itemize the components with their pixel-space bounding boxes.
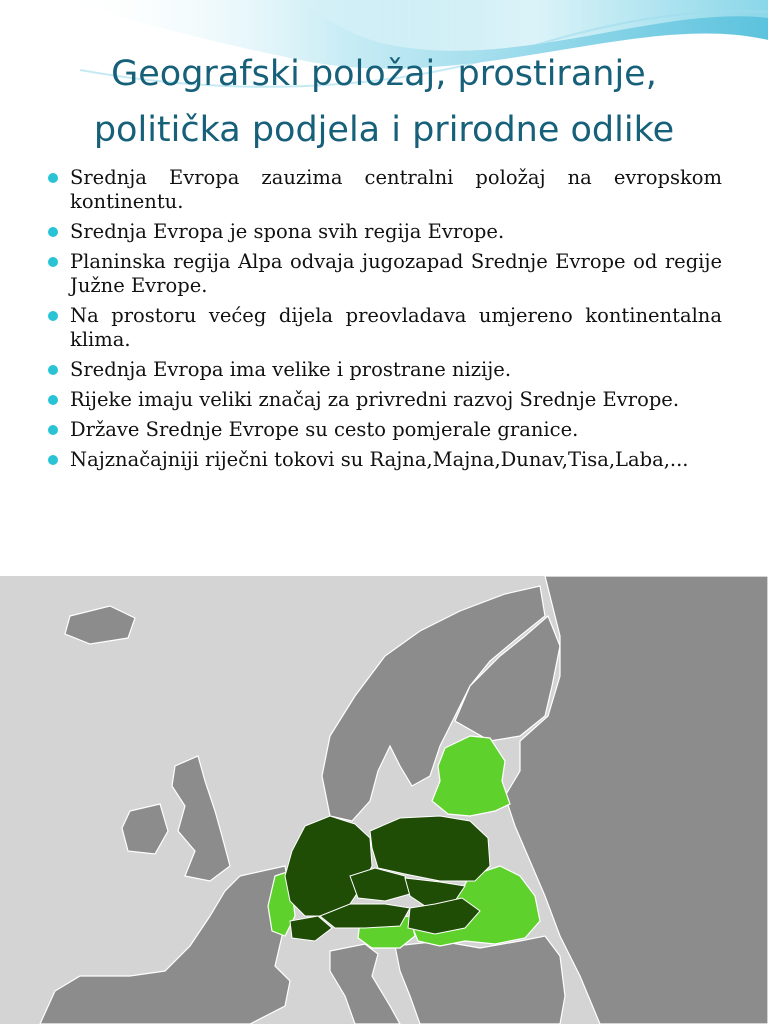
bullet-item	[48, 166, 722, 214]
bullet-text: Srednja Evropa je spona svih regija Evrope.	[70, 220, 505, 243]
bullet-text: Države Srednje Evrope su cesto pomjerale granice.	[70, 418, 579, 441]
bullet-item	[48, 388, 722, 412]
title-line-2: politička podjela i prirodne odlike	[93, 110, 675, 150]
bullet-text: Najznačajniji riječni tokovi su Rajna,Majna,Dunav,Tisa,Laba,...	[70, 448, 689, 471]
bullet-dot-icon	[48, 425, 58, 435]
bullet-dot-icon	[48, 395, 58, 405]
bullet-text: Srednja Evropa zauzima centralni položaj na evropskom kontinentu.	[70, 166, 722, 213]
europe-map	[0, 576, 768, 1024]
bullet-item	[48, 304, 722, 352]
map-land-balkans	[395, 936, 565, 1024]
bullet-dot-icon	[48, 173, 58, 183]
bullet-item	[48, 250, 722, 298]
bullet-text: Srednja Evropa ima velike i prostrane nizije.	[70, 358, 512, 381]
bullet-dot-icon	[48, 257, 58, 267]
bullet-dot-icon	[48, 227, 58, 237]
slide-title	[0, 46, 768, 158]
bullet-text: Planinska regija Alpa odvaja jugozapad Srednje Evrope od regije Južne Evrope.	[70, 250, 722, 297]
bullet-list	[48, 166, 722, 478]
bullet-dot-icon	[48, 455, 58, 465]
bullet-dot-icon	[48, 365, 58, 375]
bullet-item	[48, 418, 722, 442]
bullet-text: Na prostoru većeg dijela preovladava umjereno kontinentalna klima.	[70, 304, 722, 351]
bullet-item	[48, 220, 722, 244]
bullet-item	[48, 448, 722, 472]
bullet-item	[48, 358, 722, 382]
title-line-1: Geografski položaj, prostiranje,	[111, 54, 657, 94]
bullet-dot-icon	[48, 311, 58, 321]
bullet-text: Rijeke imaju veliki značaj za privredni razvoj Srednje Evrope.	[70, 388, 680, 411]
